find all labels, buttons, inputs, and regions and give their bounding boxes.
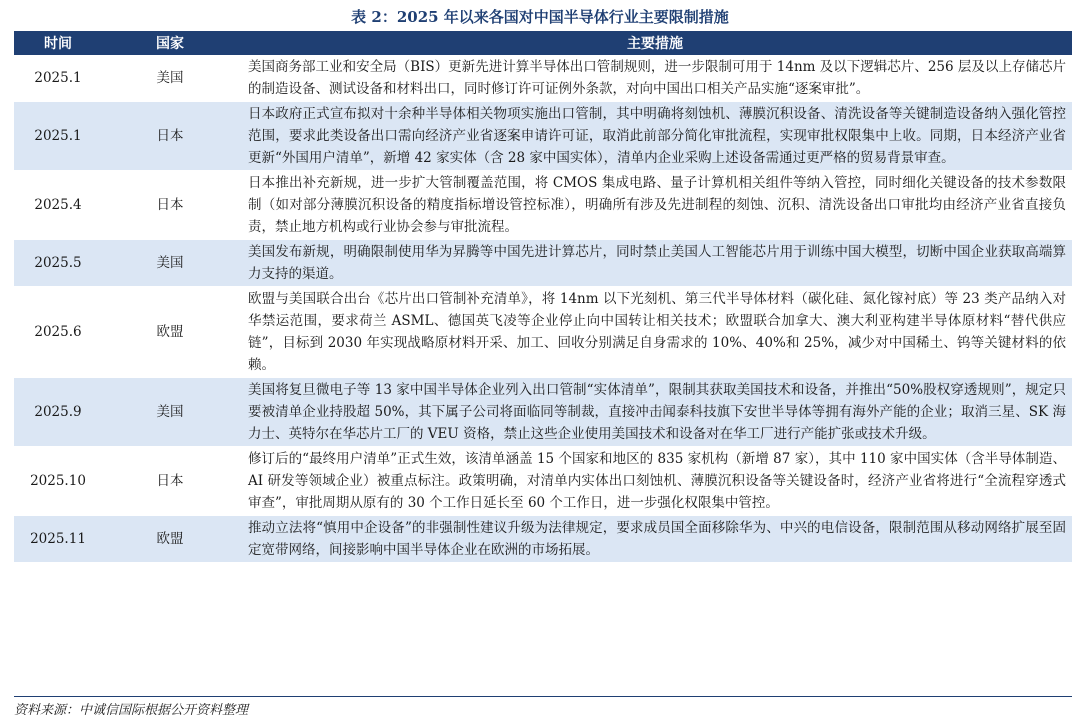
header-country: 国家 — [102, 31, 238, 55]
header-time: 时间 — [14, 31, 102, 55]
row-country: 日本 — [102, 102, 238, 171]
source-note: 资料来源：中诚信国际根据公开资料整理 — [14, 703, 249, 718]
row-time: 2025.11 — [14, 516, 102, 563]
header-measures: 主要措施 — [238, 31, 1072, 55]
row-time: 2025.4 — [14, 171, 102, 240]
row-country: 欧盟 — [102, 516, 238, 563]
row-country: 美国 — [102, 378, 238, 447]
row-measure-text: 欧盟与美国联合出台《芯片出口管制补充清单》，将 14nm 以下光刻机、第三代半导体材料（碳化硅、氮化镓衬底）等 23 类产品纳入对华禁运范围，要求荷兰 ASML、德国英飞凌等企业停止向中国转让相关技术；欧盟联合加拿大、澳大利亚构建半导体原材料“替代供应链”，目标到 2030 年实现战略原材料开采、加工、回收分别满足自身需求的 10%、40%和 25%，减少对中国稀土、钨等关键材料的依赖。 — [238, 287, 1072, 378]
row-measure-text: 推动立法将“慎用中企设备”的非强制性建议升级为法律规定，要求成员国全面移除华为、中兴的电信设备，限制范围从移动网络扩展至固定宽带网络，间接影响中国半导体企业在欧洲的市场拓展。 — [238, 516, 1072, 563]
table-row — [14, 287, 1072, 378]
row-country: 欧盟 — [102, 287, 238, 378]
row-measure-text: 修订后的“最终用户清单”正式生效，该清单涵盖 15 个国家和地区的 835 家机构（新增 87 家），其中 110 家中国实体（含半导体制造、AI 研发等领域企业）被重点标注。政策明确，对清单内实体出口刻蚀机、薄膜沉积设备等关键设备时，经济产业省将进行“全流程穿透式审查”，审批周期从原有的 30 个工作日延长至 60 个工作日，进一步强化权限集中管控。 — [238, 447, 1072, 516]
table-title: 表 2：2025 年以来各国对中国半导体行业主要限制措施 — [351, 8, 729, 26]
table-header-row — [14, 31, 1072, 55]
row-measure-text: 美国将复旦微电子等 13 家中国半导体企业列入出口管制“实体清单”，限制其获取美国技术和设备，并推出“50%股权穿透规则”，规定只要被清单企业持股超 50%，其下属子公司将面临同等制裁，直接冲击闻泰科技旗下安世半导体等拥有海外产能的企业；取消三星、SK 海力士、英特尔在华芯片工厂的 VEU 资格，禁止这些企业使用美国技术和设备对在华工厂进行产能扩张或技术升级。 — [238, 378, 1072, 447]
row-time: 2025.10 — [14, 447, 102, 516]
row-country: 美国 — [102, 55, 238, 102]
row-time: 2025.9 — [14, 378, 102, 447]
row-measure-text: 日本政府正式宣布拟对十余种半导体相关物项实施出口管制，其中明确将刻蚀机、薄膜沉积设备、清洗设备等关键制造设备纳入强化管控范围，要求此类设备出口需向经济产业省逐案申请许可证，取消此前部分简化审批流程，实现审批权限集中上收。同期，日本经济产业省更新“外国用户清单”，新增 42 家实体（含 28 家中国实体），清单内企业采购上述设备需通过更严格的贸易背景审查。 — [238, 102, 1072, 171]
table-row — [14, 55, 1072, 102]
row-country: 日本 — [102, 171, 238, 240]
table-row — [14, 171, 1072, 240]
row-country: 美国 — [102, 240, 238, 287]
table-bottom-rule — [14, 696, 1072, 697]
row-time: 2025.1 — [14, 102, 102, 171]
table-row — [14, 378, 1072, 447]
table-row — [14, 447, 1072, 516]
table-row — [14, 102, 1072, 171]
table-row — [14, 240, 1072, 287]
row-time: 2025.6 — [14, 287, 102, 378]
row-time: 2025.1 — [14, 55, 102, 102]
row-country: 日本 — [102, 447, 238, 516]
row-measure-text: 美国商务部工业和安全局（BIS）更新先进计算半导体出口管制规则，进一步限制可用于 14nm 及以下逻辑芯片、256 层及以上存储芯片的制造设备、测试设备和材料出口，同时修订许可证例外条款，对向中国出口相关产品实施“逐案审批”。 — [238, 55, 1072, 102]
row-measure-text: 日本推出补充新规，进一步扩大管制覆盖范围，将 CMOS 集成电路、量子计算机相关组件等纳入管控，同时细化关键设备的技术参数限制（如对部分薄膜沉积设备的精度指标增设管控标准），明确所有涉及先进制程的刻蚀、沉积、清洗设备出口审批均由经济产业省直接负责，禁止地方机构或行业协会参与审批流程。 — [238, 171, 1072, 240]
row-time: 2025.5 — [14, 240, 102, 287]
restrictions-table — [14, 31, 1072, 563]
table-row — [14, 516, 1072, 563]
row-measure-text: 美国发布新规，明确限制使用华为昇腾等中国先进计算芯片，同时禁止美国人工智能芯片用于训练中国大模型，切断中国企业获取高端算力支持的渠道。 — [238, 240, 1072, 287]
